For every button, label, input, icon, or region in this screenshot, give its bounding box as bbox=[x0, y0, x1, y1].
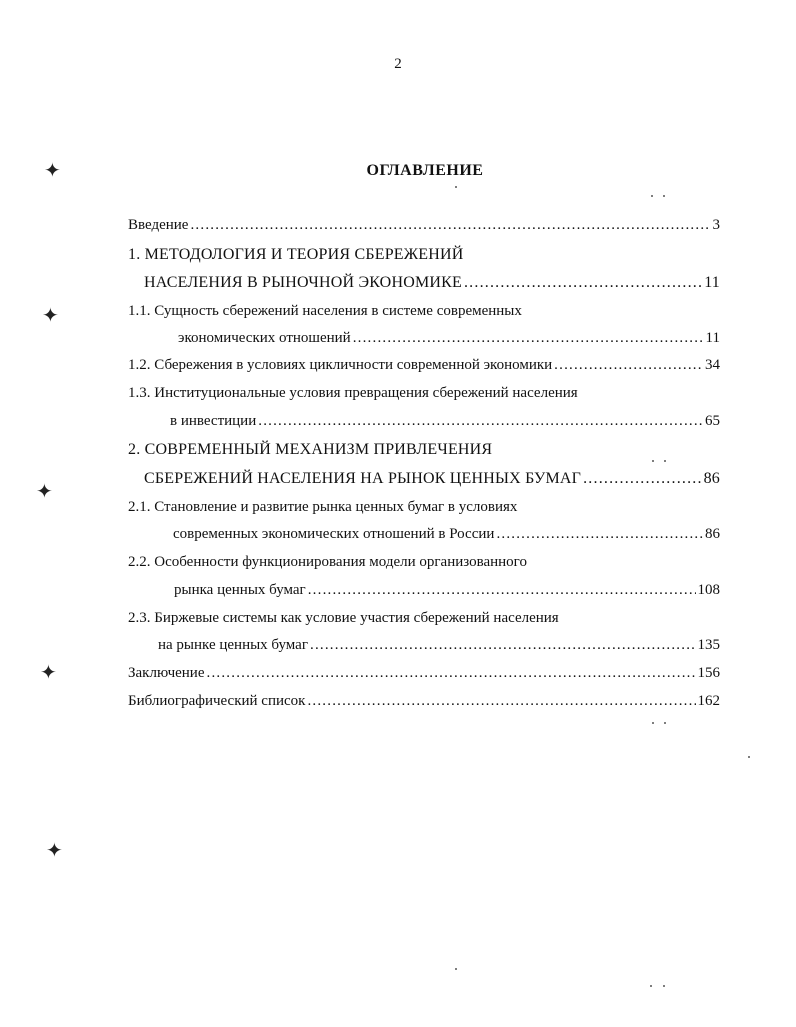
binding-mark-icon: ✦ bbox=[36, 479, 53, 503]
toc-leader-dots bbox=[554, 356, 703, 374]
toc-page-number: 86 bbox=[703, 470, 720, 487]
toc-leader-dots bbox=[353, 329, 704, 347]
toc-entry-label: 2. СОВРЕМЕННЫЙ МЕХАНИЗМ ПРИВЛЕЧЕНИЯ bbox=[128, 441, 493, 458]
toc-entry-label: в инвестиции bbox=[170, 413, 257, 429]
toc-leader-dots bbox=[190, 216, 710, 234]
toc-entry-s21-line2[interactable] bbox=[173, 523, 720, 543]
toc-entry-s22-line1[interactable] bbox=[128, 551, 527, 571]
toc-leader-dots bbox=[464, 274, 702, 292]
binding-mark-icon: ✦ bbox=[40, 660, 57, 684]
toc-entry-label: Заключение bbox=[128, 665, 205, 681]
toc-leader-dots bbox=[496, 525, 703, 543]
toc-page-number: 156 bbox=[697, 665, 720, 681]
toc-entry-label: 1.2. Сбережения в условиях цикличности современной экономики bbox=[128, 357, 553, 373]
toc-page-number: 86 bbox=[705, 526, 720, 542]
toc-entry-s11-line2[interactable] bbox=[178, 327, 720, 347]
toc-entry-label: рынка ценных бумаг bbox=[174, 582, 306, 598]
scan-speck bbox=[652, 460, 654, 462]
toc-leader-dots bbox=[308, 581, 696, 599]
toc-entry-s13-line1[interactable] bbox=[128, 382, 578, 402]
toc-entry-label: 1.3. Институциональные условия превращения сбережений населения bbox=[128, 385, 578, 401]
binding-mark-icon: ✦ bbox=[44, 158, 61, 182]
toc-entry-s23-line2[interactable] bbox=[158, 634, 720, 654]
toc-page-number: 108 bbox=[697, 582, 720, 598]
toc-entry-label: экономических отношений bbox=[178, 330, 351, 346]
toc-entry-s21-line1[interactable] bbox=[128, 496, 517, 516]
scan-speck bbox=[663, 195, 665, 197]
toc-entry-label: Библиографический список bbox=[128, 693, 306, 709]
toc-entry-intro[interactable] bbox=[128, 214, 720, 234]
toc-entry-conclusion[interactable] bbox=[128, 662, 720, 682]
toc-leader-dots bbox=[207, 664, 696, 682]
binding-mark-icon: ✦ bbox=[42, 303, 59, 327]
toc-leader-dots bbox=[307, 692, 695, 710]
toc-entry-label: современных экономических отношений в России bbox=[173, 526, 495, 542]
toc-entry-ch1-line2[interactable] bbox=[144, 272, 720, 292]
toc-page-number: 135 bbox=[697, 637, 720, 653]
toc-page-number: 11 bbox=[705, 330, 720, 346]
toc-entry-label: 2.2. Особенности функционирования модели организованного bbox=[128, 554, 527, 570]
toc-page-number: 3 bbox=[712, 217, 720, 233]
toc-page-number: 11 bbox=[704, 274, 720, 291]
toc-entry-s22-line2[interactable] bbox=[174, 579, 720, 599]
binding-mark-icon: ✦ bbox=[46, 838, 63, 862]
toc-title: ОГЛАВЛЕНИЕ bbox=[366, 162, 484, 179]
toc-leader-dots bbox=[310, 636, 696, 654]
toc-entry-label: СБЕРЕЖЕНИЙ НАСЕЛЕНИЯ НА РЫНОК ЦЕННЫХ БУМАГ bbox=[144, 470, 582, 487]
page-number: 2 bbox=[394, 56, 402, 72]
scan-speck bbox=[748, 756, 750, 758]
toc-entry-label: 2.3. Биржевые системы как условие участия сбережений населения bbox=[128, 610, 559, 626]
toc-entry-bibliography[interactable] bbox=[128, 690, 720, 710]
scan-speck bbox=[652, 722, 654, 724]
toc-entry-s11-line1[interactable] bbox=[128, 300, 522, 320]
toc-entry-s13-line2[interactable] bbox=[170, 410, 720, 430]
scan-speck bbox=[455, 186, 457, 188]
toc-page-number: 34 bbox=[705, 357, 720, 373]
scan-speck bbox=[651, 195, 653, 197]
toc-entry-s23-line1[interactable] bbox=[128, 607, 559, 627]
toc-entry-label: НАСЕЛЕНИЯ В РЫНОЧНОЙ ЭКОНОМИКЕ bbox=[144, 274, 462, 291]
scan-speck bbox=[664, 460, 666, 462]
toc-entry-label: на рынке ценных бумаг bbox=[158, 637, 308, 653]
toc-entry-s12[interactable] bbox=[128, 354, 720, 374]
toc-entry-label: 2.1. Становление и развитие рынка ценных бумаг в условиях bbox=[128, 499, 518, 515]
toc-entry-label: 1.1. Сущность сбережений населения в системе современных bbox=[128, 303, 522, 319]
toc-page-number: 65 bbox=[705, 413, 720, 429]
scan-speck bbox=[663, 985, 665, 987]
toc-entry-ch2-line2[interactable] bbox=[144, 468, 720, 488]
toc-entry-label: Введение bbox=[128, 217, 189, 233]
scan-speck bbox=[650, 985, 652, 987]
toc-entry-label: 1. МЕТОДОЛОГИЯ И ТЕОРИЯ СБЕРЕЖЕНИЙ bbox=[128, 246, 464, 263]
toc-entry-ch2-line1[interactable] bbox=[128, 439, 492, 459]
toc-leader-dots bbox=[258, 412, 703, 430]
toc-leader-dots bbox=[583, 470, 701, 488]
scan-speck bbox=[455, 968, 457, 970]
scan-speck bbox=[664, 722, 666, 724]
toc-entry-ch1-line1[interactable] bbox=[128, 244, 464, 264]
toc-page-number: 162 bbox=[697, 693, 720, 709]
